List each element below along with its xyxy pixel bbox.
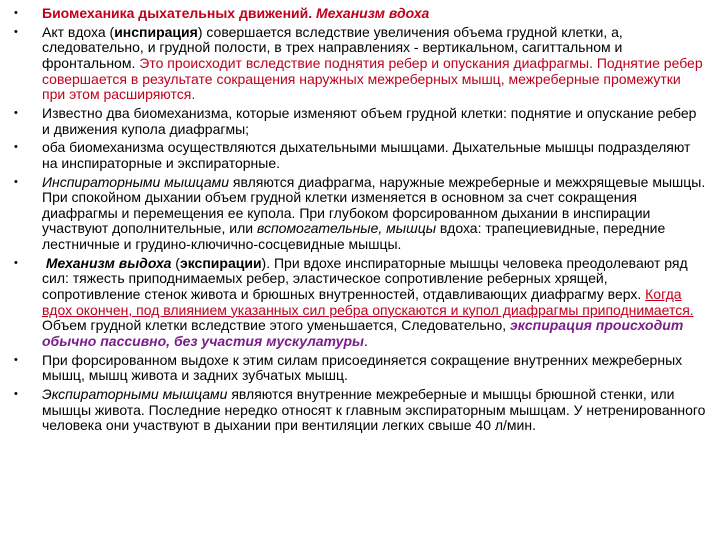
highlight-red: Это происходит вследствие поднятия ребер и опускания диафрагмы. Поднятие ребер совершается в результате сокращения наружных межреберных мышц, межреберные промежутки при этом расширяются.: [42, 54, 703, 103]
bullet-icon: •: [14, 256, 18, 269]
text: Объем грудной клетки вследствие этого уменьшается, Следовательно,: [42, 317, 507, 334]
text: Акт вдоха (: [42, 23, 115, 40]
paragraph-biomechanisms: [14, 106, 706, 137]
term-expiration: экспирации: [179, 254, 262, 271]
bullet-icon: •: [14, 106, 18, 119]
term-inspiration: инспирация: [114, 23, 198, 40]
highlight-red: Когда вдох окончен, под влиянием указанных сил ребра опускаются и купол диафрагмы приподнимается.: [42, 286, 694, 318]
bullet-icon: •: [14, 25, 18, 38]
paragraph-inspiratory-muscles: [14, 175, 706, 253]
paragraph-exhalation: [14, 256, 706, 350]
highlight-purple: экспирация происходит обычно пассивно, без участия мускулатуры: [42, 317, 684, 349]
text: .: [363, 332, 368, 349]
bullet-icon: •: [14, 353, 18, 366]
bullet-icon: •: [14, 141, 18, 154]
paragraph-forced-exhalation: [14, 353, 706, 384]
text: являются диафрагма, наружные межреберные и межхрящевые мышцы. При спокойном дыхании объем грудной клетки изменяется в основном за счет сокращения диафрагмы и перемещения ее купола. При глубоком форсированном дыхании в инспирации участвуют дополнительные, или: [42, 173, 706, 237]
text: (: [171, 254, 180, 271]
text: ). При вдохе инспираторные мышцы человека преодолевают ряд сил: тяжесть приподнимаемых ребер, эластическое сопротивление реберных хрящей, сопротивление стенок живота и брюшных внутренностей, отдавливающих диафрагму верх.: [42, 254, 688, 303]
paragraph-expiratory-muscles: [14, 387, 706, 434]
text: При форсированном выдохе к этим силам присоединяется сокращение внутренних межреберных мышц, мышц живота и задних зубчатых мышц.: [42, 351, 683, 384]
text: оба биомеханизма осуществляются дыхательными мышцами. Дыхательные мышцы подразделяют на инспираторные и экспираторные.: [42, 139, 691, 171]
bullet-icon: •: [14, 175, 18, 188]
text: вдоха: трапециевидные, передние лестничные и грудино-ключично-сосцевидные мышцы.: [42, 220, 666, 253]
bullet-icon: •: [14, 387, 18, 400]
paragraph-title: [14, 6, 706, 22]
paragraph-muscles: [14, 140, 706, 171]
term-inspiratory-muscles: Инспираторными мышцами: [42, 173, 229, 190]
exhalation-heading: Механизм выдоха: [45, 254, 172, 271]
paragraph-inhalation: [14, 25, 706, 103]
section-title: Биомеханика дыхательных движений.: [42, 5, 313, 21]
bullet-icon: •: [14, 7, 18, 19]
term-auxiliary-muscles: вспомогательные, мышцы: [256, 220, 436, 237]
text: Известно два биомеханизма, которые изменяют объем грудной клетки: поднятие и опускание ребер и движения купола диафрагмы;: [42, 104, 697, 137]
text: ) совершается вследствие увеличения объема грудной клетки, а, следовательно, и грудной полости, в трех направлениях - вертикальном, сагиттальном и фронтальном.: [42, 23, 623, 71]
term-expiratory-muscles: Экспираторными мышцами: [42, 385, 228, 402]
section-subtitle: Механизм вдоха: [316, 5, 430, 21]
bullet-list: [14, 6, 706, 437]
text: являются внутренние межреберные и мышцы брюшной стенки, или мышцы живота. Последние нередко относят к главным экспираторным мышцам. У нетренированного человека они участвуют в дыхании при вентиляции легких свыше 40 л/мин.: [42, 385, 706, 434]
